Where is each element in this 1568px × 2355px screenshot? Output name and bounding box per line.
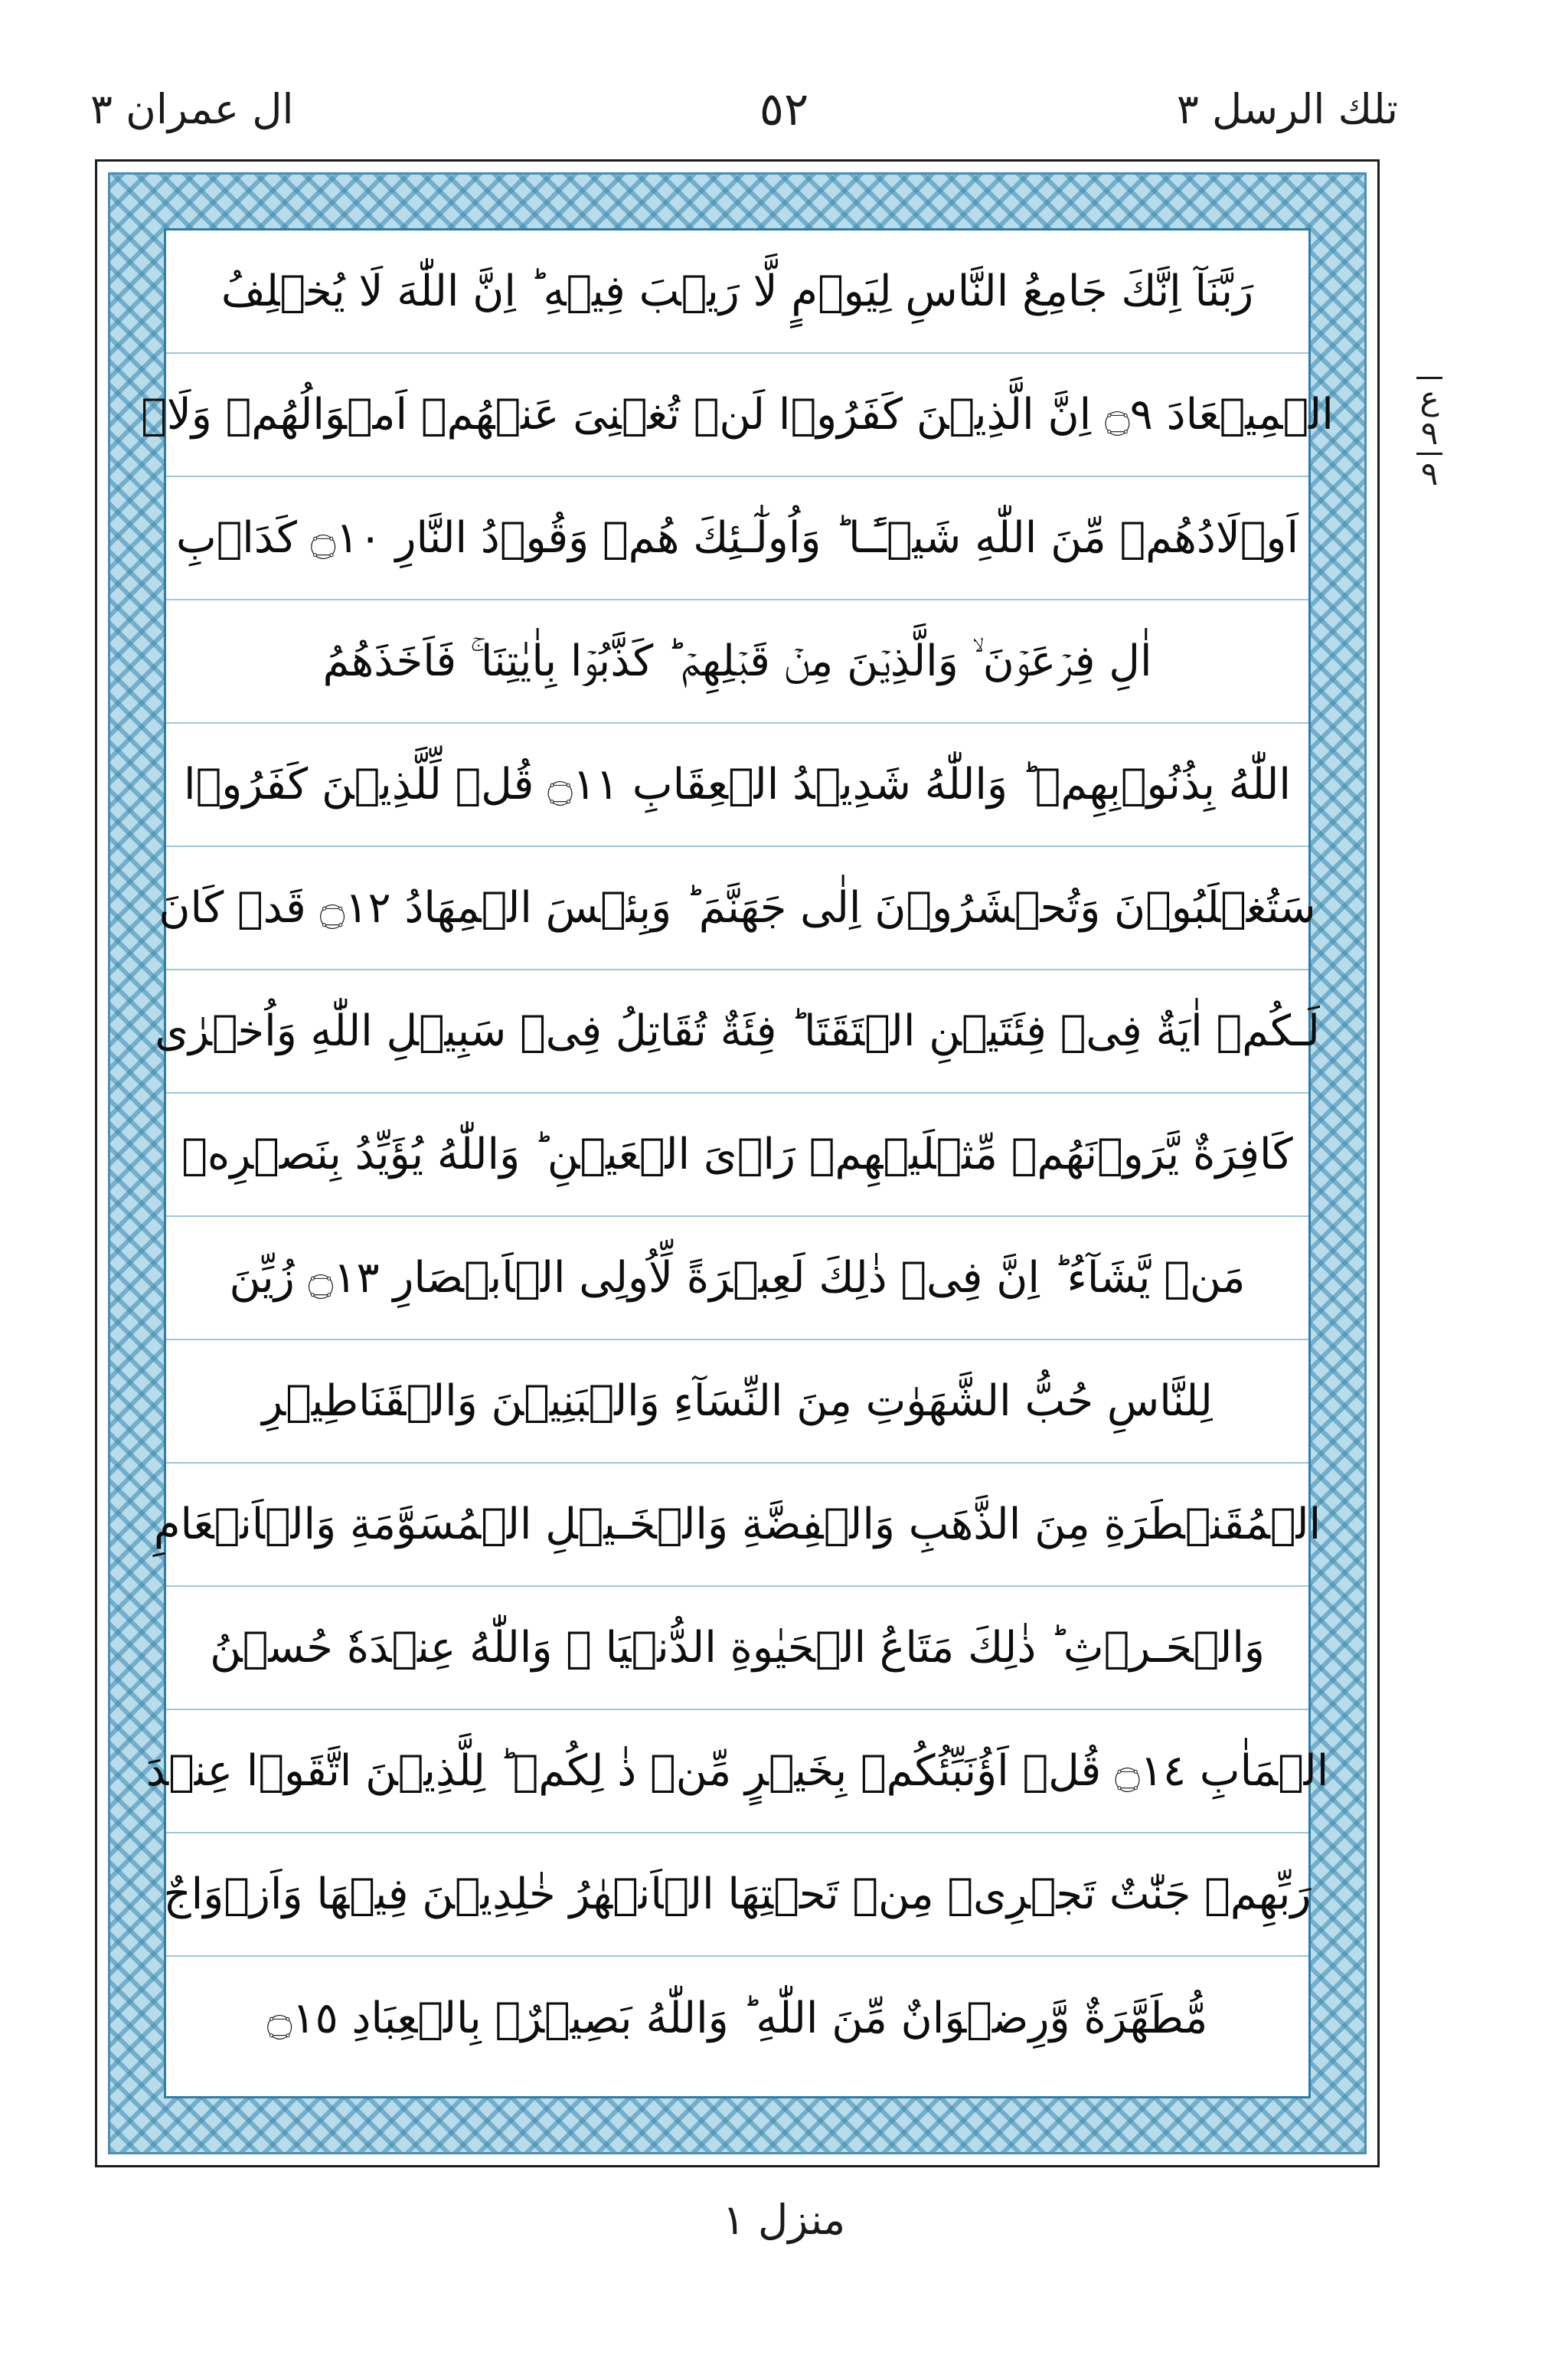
page-frame — [95, 159, 1380, 2167]
quran-line: كَافِرَةٌ يَّرَوۡنَهُمۡ مِّثۡلَيۡهِمۡ رَاۡىَ الۡعَيۡنِ ؕ وَاللّٰهُ يُؤَيِّدُ بِنَصۡرِهٖ — [166, 1094, 1308, 1217]
quran-line: مُّطَهَّرَةٌ وَّرِضۡوَانٌ مِّنَ اللّٰهِ ؕ وَاللّٰهُ بَصِيۡرٌۢ بِالۡعِبَادِ ۝١٥ — [266, 1994, 1208, 2043]
ruku-count: ٩ — [1420, 455, 1439, 492]
juz-name: تلك الرسل ٣ — [1176, 85, 1398, 133]
quran-line: رَبِّهِمۡ جَنّٰتٌ تَجۡرِىۡ مِنۡ تَحۡتِهَا الۡاَنۡهٰرُ خٰلِدِيۡنَ فِيۡهَا وَاَزۡوَاجٌ — [166, 1833, 1308, 1957]
manzil-footer: منزل ١ — [722, 2196, 846, 2244]
quran-line: اَوۡلَادُهُمۡ مِّنَ اللّٰهِ شَيۡـًٔـا ؕ وَاُولٰٓـئِكَ هُمۡ وَقُوۡدُ النَّارِ ۝١٠ كَدَاۡبِ — [166, 477, 1308, 600]
page-number: ٥٢ — [759, 83, 809, 136]
quran-line: الۡمُقَنۡطَرَةِ مِنَ الذَّهَبِ وَالۡفِضَّةِ وَالۡخَـيۡلِ الۡمُسَوَّمَةِ وَالۡاَنۡعَامِ — [166, 1464, 1308, 1587]
ruku-number: ٩ — [1420, 414, 1439, 452]
ruku-letter: ع — [1419, 379, 1439, 417]
quran-line: اٰلِ فِرۡعَوۡنَ ۙ وَالَّذِيۡنَ مِنۡ قَبۡلِهِمۡ ؕ كَذَّبُوۡا بِاٰيٰتِنَا ۚ فَاَخَذَهُمُ — [166, 600, 1308, 724]
quran-line: سَتُغۡلَبُوۡنَ وَتُحۡشَرُوۡنَ اِلٰى جَهَنَّمَ ؕ وَبِئۡسَ الۡمِهَادُ ۝١٢ قَدۡ كَانَ — [166, 847, 1308, 970]
ornamental-border — [108, 172, 1367, 2154]
quran-line: لَـكُمۡ اٰيَةٌ فِىۡ فِئَتَيۡنِ الۡتَقَتَا ؕ فِئَةٌ تُقَاتِلُ فِىۡ سَبِيۡلِ اللّٰهِ وَاُخۡرٰى — [166, 970, 1308, 1094]
quran-line: اللّٰهُ بِذُنُوۡبِهِمۡ ؕ وَاللّٰهُ شَدِيۡدُ الۡعِقَابِ ۝١١ قُلۡ لِّلَّذِيۡنَ كَفَرُوۡا — [166, 724, 1308, 847]
quran-line: وَالۡحَـرۡثِ ؕ ذٰلِكَ مَتَاعُ الۡحَيٰوةِ الدُّنۡيَا ۚ وَاللّٰهُ عِنۡدَهٗ حُسۡنُ — [166, 1587, 1308, 1710]
quran-line: مَنۡ يَّشَآءُ ؕ اِنَّ فِىۡ ذٰلِكَ لَعِبۡرَةً لِّاُولِى الۡاَبۡصَارِ ۝١٣ زُيِّنَ — [166, 1217, 1308, 1340]
quran-line: لِلنَّاسِ حُبُّ الشَّهَوٰتِ مِنَ النِّسَآءِ وَالۡبَنِيۡنَ وَالۡقَنَاطِيۡرِ — [166, 1340, 1308, 1464]
text-panel — [141, 228, 1334, 2098]
ruku-marker — [1395, 375, 1464, 492]
quran-line: رَبَّنَآ اِنَّكَ جَامِعُ النَّاسِ لِيَوۡمٍ لَّا رَيۡبَ فِيۡهِ ؕ اِنَّ اللّٰهَ لَا يُخۡلِفُ — [166, 231, 1308, 354]
quran-line: الۡمِيۡعَادَ ۝٩ اِنَّ الَّذِيۡنَ كَفَرُوۡا لَنۡ تُغۡنِىَ عَنۡهُمۡ اَمۡوَالُهُمۡ وَلَاۤ — [166, 354, 1308, 477]
surah-name: ال عمران ٣ — [90, 85, 294, 133]
quran-line: الۡمَاٰبِ ۝١٤ قُلۡ اَؤُنَبِّئُكُمۡ بِخَيۡرٍ مِّنۡ ذٰ لِكُمۡ ؕ لِلَّذِيۡنَ اتَّقَوۡا عِنۡدَ — [166, 1710, 1308, 1833]
